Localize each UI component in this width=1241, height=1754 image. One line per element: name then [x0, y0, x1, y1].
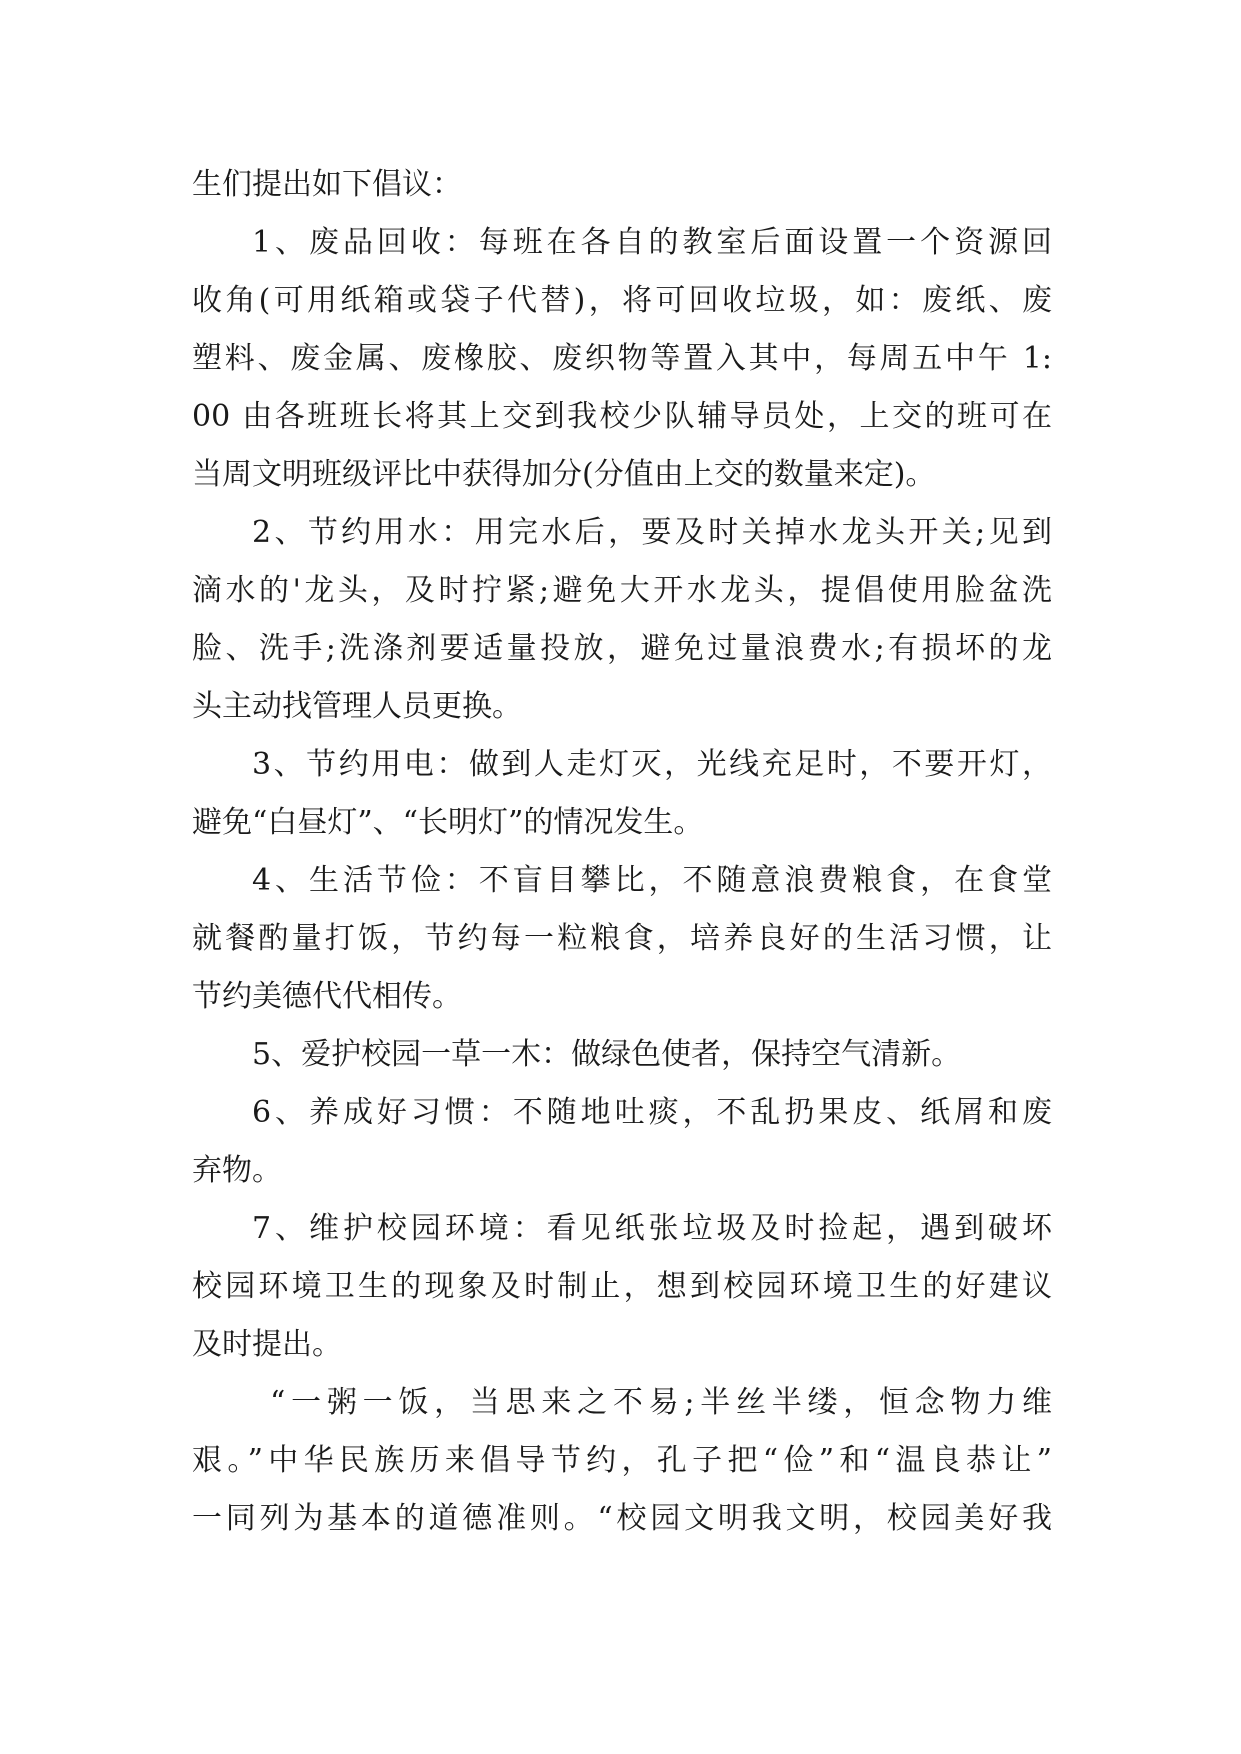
text-line: 当周文明班级评比中获得加分(分值由上交的数量来定)。 [192, 457, 936, 492]
text-line: 头主动找管理人员更换。 [192, 689, 522, 724]
text-line: 生们提出如下倡议： [192, 167, 462, 202]
text-line: 弃物。 [192, 1153, 282, 1188]
text-line: 节约美德代代相传。 [192, 979, 462, 1014]
text-line: 2、节约用水：用完水后，要及时关掉水龙头开关;见到 [252, 515, 1052, 550]
text-line: 1、废品回收：每班在各自的教室后面设置一个资源回 [252, 225, 1052, 260]
text-line: 塑料、废金属、废橡胶、废织物等置入其中，每周五中午 1: [192, 341, 1052, 376]
text-line: 3、节约用电：做到人走灯灭，光线充足时，不要开灯， [252, 747, 1052, 782]
text-line: 6、养成好习惯：不随地吐痰，不乱扔果皮、纸屑和废 [252, 1095, 1052, 1130]
text-line: 7、维护校园环境：看见纸张垃圾及时捡起，遇到破坏 [252, 1211, 1052, 1246]
text-line: 收角(可用纸箱或袋子代替)，将可回收垃圾，如：废纸、废 [192, 283, 1052, 318]
text-line: 避免“白昼灯”、“长明灯”的情况发生。 [192, 805, 704, 840]
text-line: 5、爱护校园一草一木：做绿色使者，保持空气清新。 [252, 1037, 962, 1072]
text-line: 滴水的'龙头，及时拧紧;避免大开水龙头，提倡使用脸盆洗 [192, 573, 1052, 608]
text-line: 及时提出。 [192, 1327, 342, 1362]
text-line: 一同列为基本的道德准则。“校园文明我文明，校园美好我 [192, 1501, 1052, 1536]
text-line: 脸、洗手;洗涤剂要适量投放，避免过量浪费水;有损坏的龙 [192, 631, 1052, 666]
text-line: “一粥一饭，当思来之不易;半丝半缕，恒念物力维 [270, 1385, 1052, 1420]
text-line: 就餐酌量打饭，节约每一粒粮食，培养良好的生活习惯，让 [192, 921, 1052, 956]
text-line: 4、生活节俭：不盲目攀比，不随意浪费粮食，在食堂 [252, 863, 1052, 898]
text-line: 校园环境卫生的现象及时制止，想到校园环境卫生的好建议 [192, 1269, 1052, 1304]
text-line: 艰。”中华民族历来倡导节约，孔子把“俭”和“温良恭让” [192, 1443, 1052, 1478]
text-line: 00 由各班班长将其上交到我校少队辅导员处，上交的班可在 [192, 399, 1052, 434]
